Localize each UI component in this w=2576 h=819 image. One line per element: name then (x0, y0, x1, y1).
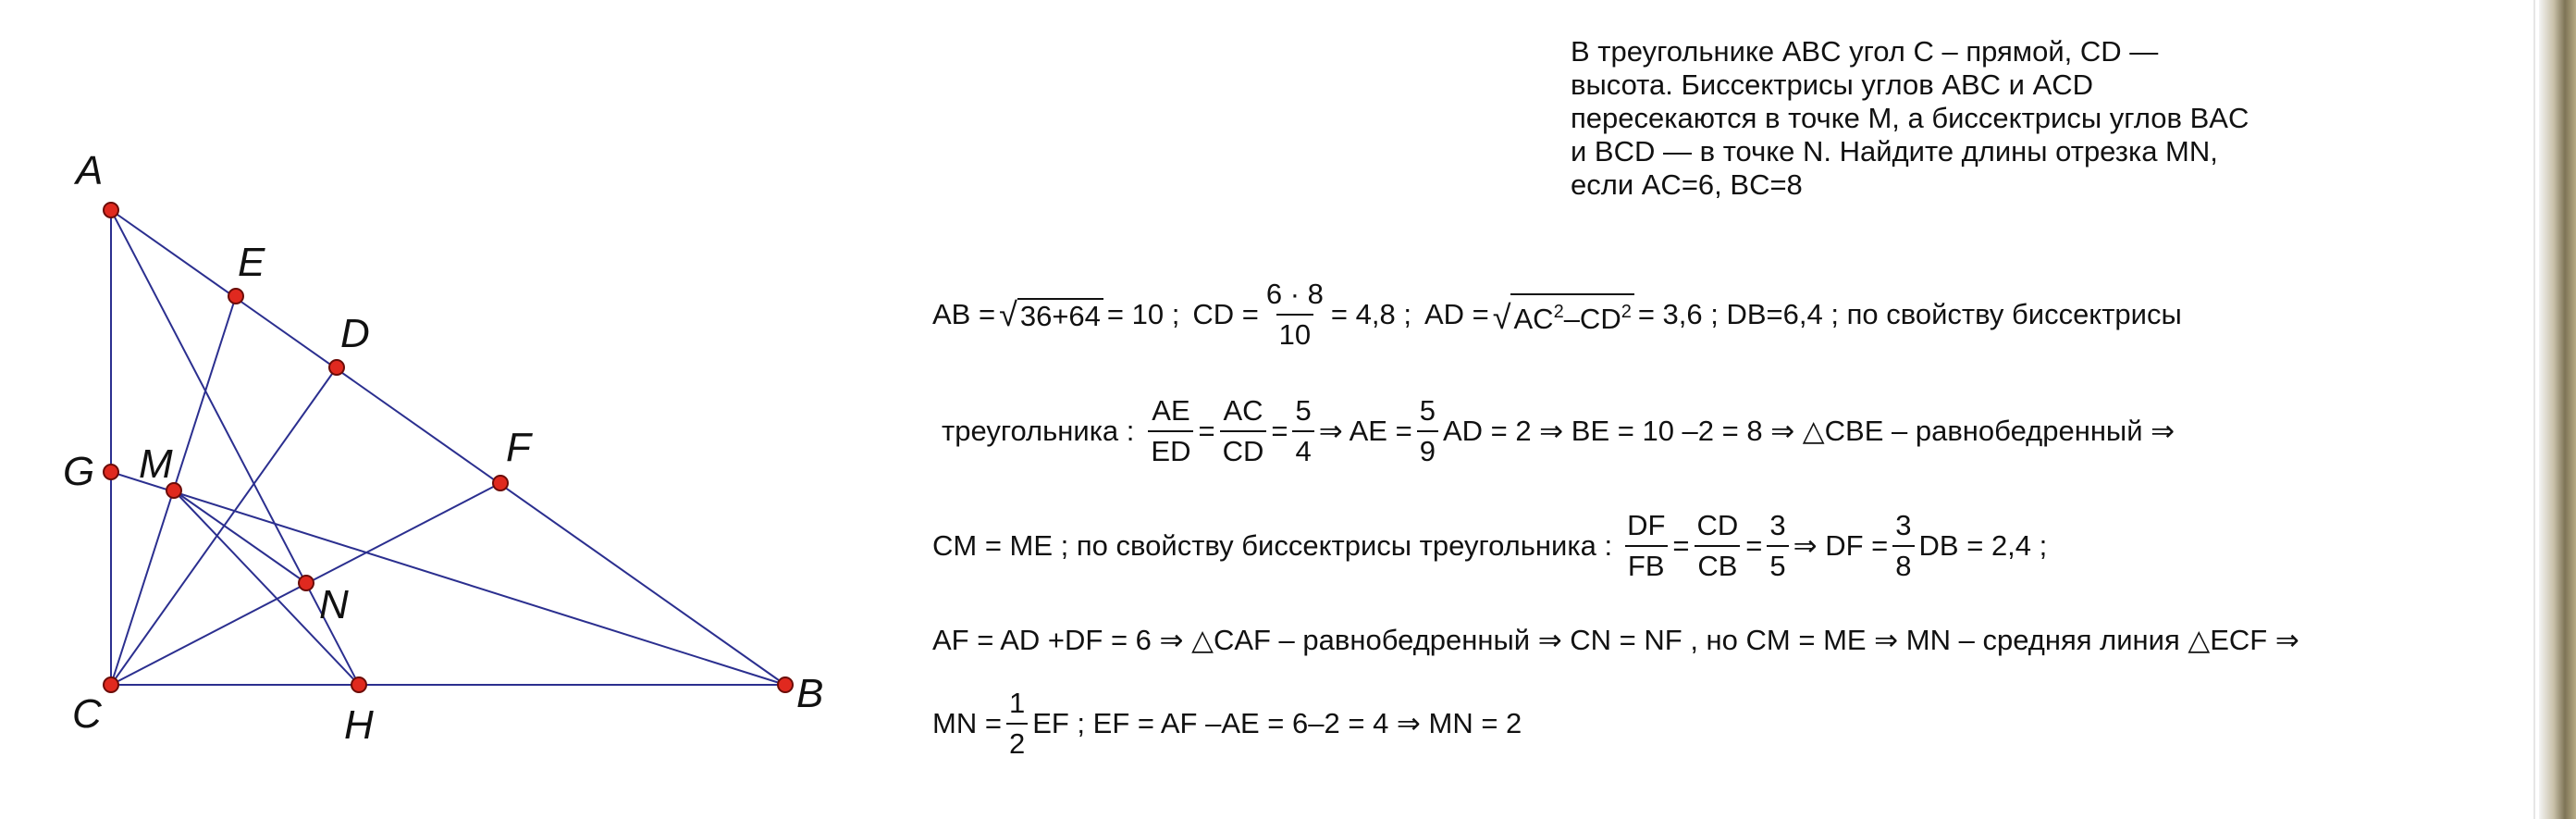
background-edge (2539, 0, 2576, 819)
problem-line: высота. Биссектрисы углов ABC и ACD (1571, 68, 2094, 101)
text: = 10 ; (1106, 298, 1180, 330)
fraction (1263, 279, 1326, 350)
point-C (104, 677, 118, 692)
point-label-F: F (506, 425, 531, 470)
point-label-D: D (340, 311, 370, 356)
figure-segments (111, 210, 785, 685)
text: = 3,6 ; DB=6,4 ; по свойству биссектрисы (1637, 298, 2182, 330)
text: = 4,8 ; (1330, 298, 1411, 330)
solution-line-3: CM = ME ; по свойству биссектрисы треугольника : $\frac{DF}{FB}$ = $\frac{CD}{CB}$ = $\frac{3}{5}$ ⇒ DF = $\frac{3}{8}$ DB = 2,4 ; (932, 509, 2048, 582)
radical-sign: √ (1492, 298, 1511, 336)
point-G (104, 465, 118, 479)
problem-statement (1571, 35, 2338, 202)
radical-sign: √ (999, 295, 1017, 333)
sqrt-expression (1493, 293, 1634, 336)
problem-line: и BCD — в точке N. Найдите длины отрезка MN, (1571, 135, 2218, 168)
point-label-C: C (72, 691, 102, 737)
segment-AB (111, 210, 785, 685)
point-label-N: N (319, 582, 349, 627)
solution-line-2: треугольника : $\frac{AE}{ED}$ = $\frac{AC}{CD}$ = $\frac{5}{4}$ ⇒ AE = $\frac{5}{9}$ AD = 2 ⇒ BE = 10 –2 = 8 ⇒ △CBE – равнобедренный ⇒ (942, 394, 2175, 467)
solution-line-5: MN = $\frac{1}{2}$ EF ; EF = AF –AE = 6–2 = 4 ⇒ MN = 2 (932, 687, 1522, 760)
point-H (351, 677, 366, 692)
text: AB = (932, 298, 996, 330)
text: CD = (1192, 298, 1259, 330)
segment-GB (111, 472, 785, 685)
sqrt-expression (999, 296, 1103, 333)
point-label-H: H (344, 702, 374, 748)
fraction: $\frac{5}{4}$ (1292, 396, 1313, 466)
point-F (493, 476, 508, 490)
point-label-A: A (76, 148, 104, 193)
geometry-figure (0, 0, 869, 819)
problem-line: пересекаются в точке M, а биссектрисы углов BAC (1571, 102, 2249, 134)
fraction: $\frac{1}{2}$ (1006, 689, 1028, 759)
solution-line-1 (932, 279, 2182, 350)
fraction: $\frac{3}{8}$ (1892, 511, 1914, 581)
window-edge-divider (2533, 0, 2535, 819)
point-B (778, 677, 793, 692)
figure-labels (63, 148, 823, 748)
point-label-B: B (796, 671, 824, 716)
fraction: $\frac{CD}{CB}$ (1695, 511, 1742, 581)
fraction: $\frac{AC}{CD}$ (1220, 396, 1267, 466)
numerator: 6 · 8 (1265, 278, 1324, 310)
point-N (299, 576, 314, 590)
point-label-M: M (139, 441, 173, 487)
radicand: 36+64 (1017, 298, 1103, 333)
problem-line: В треугольнике ABC угол C – прямой, CD — (1571, 35, 2159, 68)
fraction: $\frac{AE}{ED}$ (1148, 396, 1193, 466)
fraction: $\frac{DF}{FB}$ (1624, 511, 1668, 581)
point-D (329, 360, 344, 375)
text: AD = (1424, 298, 1489, 330)
fraction: $\frac{5}{9}$ (1417, 396, 1438, 466)
radicand: $AC^2-CD^2$ (1510, 293, 1633, 336)
text: треугольника : (942, 415, 1135, 447)
point-label-G: G (63, 449, 95, 494)
denominator: 10 (1276, 314, 1313, 350)
point-label-E: E (238, 240, 265, 285)
problem-line: если AC=6, BC=8 (1571, 168, 1803, 201)
solution-line-4: AF = AD +DF = 6 ⇒ △CAF – равнобедренный ⇒ CN = NF , но CM = ME ⇒ MN – средняя линия △ECF ⇒ (932, 624, 2299, 656)
fraction: $\frac{3}{5}$ (1767, 511, 1788, 581)
point-E (228, 289, 243, 304)
point-A (104, 203, 118, 217)
